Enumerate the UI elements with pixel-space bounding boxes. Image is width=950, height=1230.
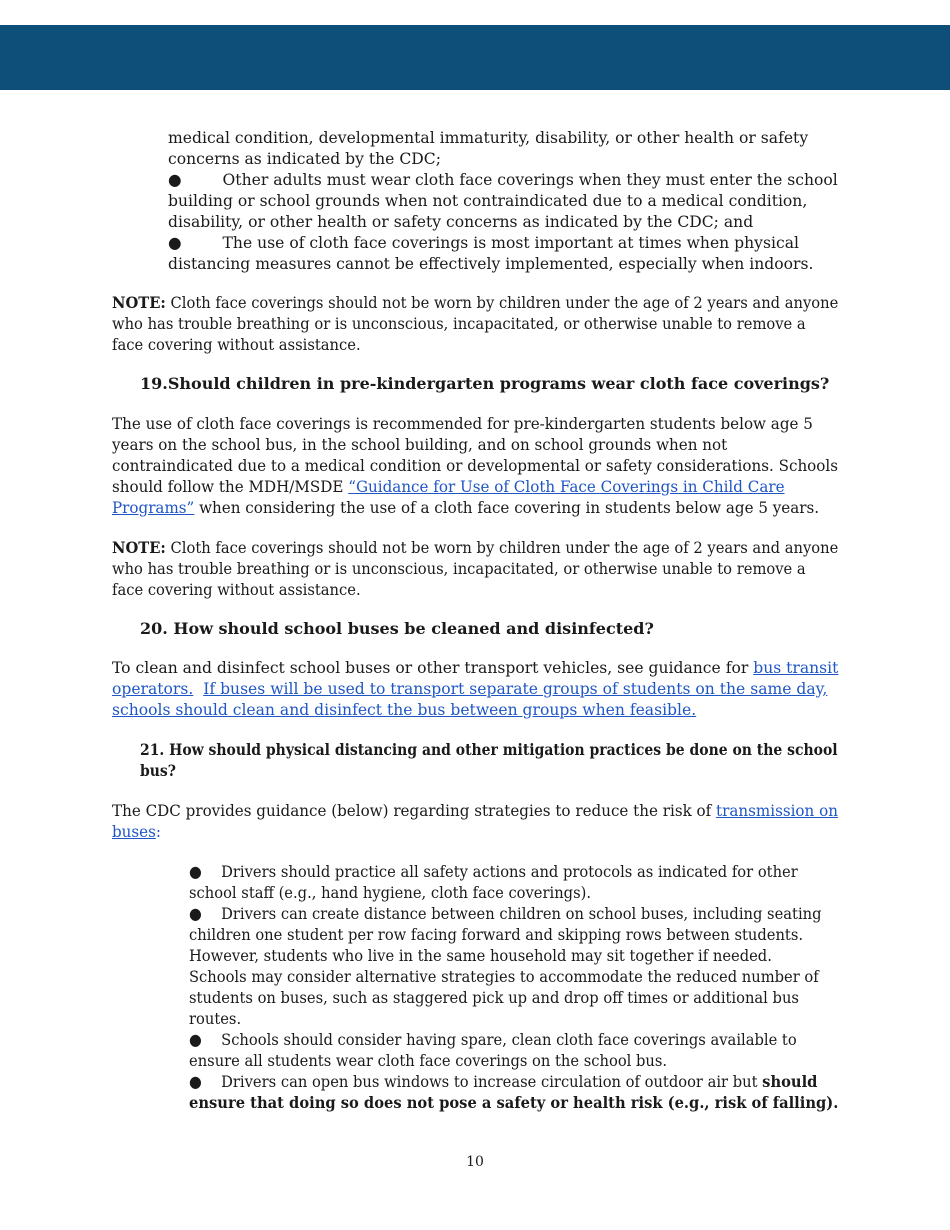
list-item	[189, 903, 838, 924]
list-item-text: Drivers can create distance between children on school buses, including seating	[221, 904, 822, 923]
question-19-answer	[112, 413, 880, 518]
text-line: children one student per row facing forward and skipping rows between students.	[189, 925, 804, 944]
section-heading: 19.Should children in pre-kindergarten programs wear cloth face coverings?	[140, 374, 830, 393]
bullet-icon: ●	[168, 170, 182, 189]
header-band	[0, 25, 950, 90]
text-line: To clean and disinfect school buses or other transport vehicles, see guidance for	[112, 658, 754, 677]
bullet-icon: ●	[189, 1072, 202, 1091]
text-line: contraindicated due to a medical condition or developmental or safety considerations. Schools	[112, 456, 838, 475]
question-20-heading	[140, 618, 654, 639]
bullet-icon: ●	[189, 1030, 202, 1049]
bus-transit-link[interactable]: operators.	[112, 679, 194, 698]
section-heading: 20. How should school buses be cleaned and disinfected?	[140, 619, 654, 638]
text-line: who has trouble breathing or is unconscious, incapacitated, or otherwise unable to remove a	[112, 559, 806, 578]
transmission-on-buses-link[interactable]: transmission on	[716, 801, 838, 820]
child-care-guidance-link[interactable]: Programs”	[112, 498, 195, 517]
text-line: ensure all students wear cloth face coverings on the school bus.	[189, 1051, 668, 1070]
text-line: Schools may consider alternative strategies to accommodate the reduced number of	[189, 967, 819, 986]
text-line: face covering without assistance.	[112, 580, 361, 599]
link-colon: :	[155, 822, 161, 841]
text-line: face covering without assistance.	[112, 335, 361, 354]
note-label: NOTE:	[112, 293, 166, 312]
note-label: NOTE:	[112, 538, 166, 557]
text-line: concerns as indicated by the CDC;	[168, 149, 441, 168]
list-item-text: Drivers can open bus windows to increase circulation of outdoor air but	[221, 1072, 763, 1091]
bullet-icon: ●	[168, 233, 182, 252]
note-paragraph	[112, 292, 902, 355]
list-item	[189, 1071, 838, 1092]
text-line: students on buses, such as staggered pick up and drop off times or additional bus	[189, 988, 799, 1007]
bus-guidance-bullet-list	[189, 861, 896, 1113]
page-number: 10	[466, 1154, 484, 1170]
text-line: should follow the MDH/MSDE	[112, 477, 349, 496]
question-20-answer	[112, 657, 858, 720]
section-heading: 21. How should physical distancing and other mitigation practices be done on the school	[140, 740, 838, 759]
text-line: routes.	[189, 1009, 242, 1028]
text-line: building or school grounds when not contraindicated due to a medical condition,	[168, 191, 808, 210]
note-paragraph	[112, 537, 902, 600]
text-line: school staff (e.g., hand hygiene, cloth face coverings).	[189, 883, 592, 902]
bold-text: should	[762, 1072, 818, 1091]
list-item-text: The use of cloth face coverings is most important at times when physical	[222, 233, 799, 252]
bullet-icon: ●	[189, 904, 202, 923]
text-line: However, students who live in the same household may sit together if needed.	[189, 946, 772, 965]
bold-text: ensure that doing so does not pose a safety or health risk (e.g., risk of falling).	[189, 1093, 839, 1112]
continued-bullet-list	[168, 127, 856, 274]
list-item-text: Schools should consider having spare, clean cloth face coverings available to	[221, 1030, 797, 1049]
text-line: distancing measures cannot be effectively implemented, especially when indoors.	[168, 254, 814, 273]
separate-groups-link[interactable]: schools should clean and disinfect the bus between groups when feasible.	[112, 700, 697, 719]
text-line: Cloth face coverings should not be worn by children under the age of 2 years and anyone	[170, 538, 839, 557]
list-item	[189, 861, 838, 882]
text-line: who has trouble breathing or is unconscious, incapacitated, or otherwise unable to remove a	[112, 314, 806, 333]
section-heading: bus?	[140, 761, 176, 780]
text-line: The use of cloth face coverings is recommended for pre-kindergarten students below age 5	[112, 414, 813, 433]
list-item-text: Drivers should practice all safety actions and protocols as indicated for other	[221, 862, 798, 881]
list-item	[168, 232, 838, 253]
separate-groups-link[interactable]: If buses will be used to transport separate groups of students on the same day,	[203, 679, 828, 698]
text-line: disability, or other health or safety concerns as indicated by the CDC; and	[168, 212, 754, 231]
text-line: Cloth face coverings should not be worn by children under the age of 2 years and anyone	[170, 293, 839, 312]
question-19-heading	[140, 373, 829, 394]
transmission-on-buses-link[interactable]: buses	[112, 822, 156, 841]
text-line: medical condition, developmental immaturity, disability, or other health or safety	[168, 128, 809, 147]
bullet-icon: ●	[189, 862, 202, 881]
bus-transit-link[interactable]: bus transit	[753, 658, 839, 677]
question-21-heading	[140, 739, 940, 781]
text-line: when considering the use of a cloth face covering in students below age 5 years.	[194, 498, 820, 517]
child-care-guidance-link[interactable]: “Guidance for Use of Cloth Face Coverings in Child Care	[348, 477, 785, 496]
text-line: The CDC provides guidance (below) regarding strategies to reduce the risk of	[112, 801, 717, 820]
text-line: years on the school bus, in the school building, and on school grounds when not	[112, 435, 728, 454]
question-21-intro	[112, 800, 880, 842]
list-item	[168, 169, 838, 190]
list-item-text: Other adults must wear cloth face coverings when they must enter the school	[222, 170, 838, 189]
list-item	[189, 1029, 838, 1050]
